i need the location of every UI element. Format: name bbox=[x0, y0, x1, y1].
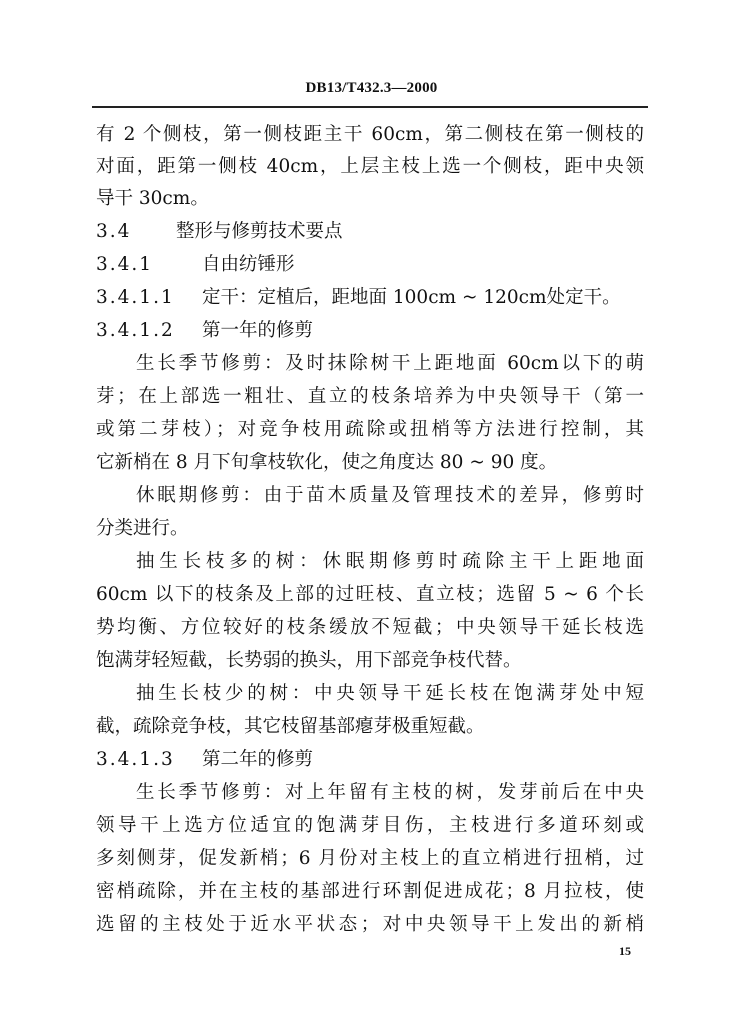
text-line: 休眠期修剪：由于苗木质量及管理技术的差异，修剪时 bbox=[136, 485, 644, 506]
text-line: 截，疏除竞争枝，其它枝留基部瘪芽极重短截。 bbox=[96, 716, 485, 737]
text-line: 多刻侧芽，促发新梢；6 月份对主枝上的直立梢进行扭梢，过 bbox=[96, 848, 644, 869]
section-number: 3.4 bbox=[96, 221, 132, 242]
text-line: 抽生长枝多的树：休眠期修剪时疏除主干上距地面 bbox=[136, 551, 644, 572]
text-line: 60cm 以下的枝条及上部的过旺枝、直立枝；选留 5 ~ 6 个长 bbox=[96, 584, 644, 605]
text-line: 饱满芽轻短截，长势弱的换头，用下部竞争枝代替。 bbox=[96, 650, 522, 671]
section-heading-3-4-1-1 bbox=[96, 283, 621, 313]
section-heading-3-4-1 bbox=[96, 250, 295, 280]
text-line: 生长季节修剪：及时抹除树干上距地面 60cm以下的萌 bbox=[136, 353, 644, 374]
text-line: 或第二芽枝）；对竞争枝用疏除或扭梢等方法进行控制，其 bbox=[96, 419, 644, 440]
text-line: 密梢疏除，并在主枝的基部进行环割促进成花；8 月拉枝，使 bbox=[96, 881, 644, 902]
section-heading-3-4-1-3 bbox=[96, 745, 313, 775]
section-title: 第一年的修剪 bbox=[202, 320, 314, 341]
section-number: 3.4.1.3 bbox=[96, 749, 175, 770]
section-number: 3.4.1.2 bbox=[96, 320, 175, 341]
text-line: 芽；在上部选一粗壮、直立的枝条培养为中央领导干（第一 bbox=[96, 386, 644, 407]
page-number: 15 bbox=[619, 944, 631, 958]
header-rule bbox=[92, 106, 648, 108]
text-line: 领导干上选方位适宜的饱满芽目伤，主枝进行多道环刻或 bbox=[96, 815, 644, 836]
text-line: 抽生长枝少的树：中央领导干延长枝在饱满芽处中短 bbox=[136, 683, 644, 704]
section-title: 第二年的修剪 bbox=[202, 749, 314, 770]
text-line: 分类进行。 bbox=[96, 518, 189, 539]
text-line: 有 2 个侧枝，第一侧枝距主干 60cm，第二侧枝在第一侧枝的 bbox=[96, 124, 644, 145]
text-line: 对面，距第一侧枝 40cm，上层主枝上选一个侧枝，距中央领 bbox=[96, 156, 644, 177]
text-line: 它新梢在 8 月下旬拿枝软化，使之角度达 80 ~ 90 度。 bbox=[96, 452, 558, 473]
text-line: 导干 30cm。 bbox=[96, 188, 209, 209]
section-heading-3-4 bbox=[96, 217, 343, 247]
section-title: 自由纺锤形 bbox=[202, 254, 295, 275]
section-number: 3.4.1 bbox=[96, 254, 154, 275]
section-number: 3.4.1.1 bbox=[96, 287, 175, 308]
page-header: DB13/T432.3—2000 bbox=[305, 80, 438, 96]
text-line: 势均衡、方位较好的枝条缓放不短截；中央领导干延长枝选 bbox=[96, 617, 644, 638]
section-title: 定干：定植后，距地面 100cm ~ 120cm处定干。 bbox=[202, 287, 621, 308]
text-line: 生长季节修剪：对上年留有主枝的树，发芽前后在中央 bbox=[136, 782, 644, 803]
section-heading-3-4-1-2 bbox=[96, 316, 313, 346]
section-title: 整形与修剪技术要点 bbox=[176, 221, 343, 242]
text-line: 选留的主枝处于近水平状态；对中央领导干上发出的新梢 bbox=[96, 914, 644, 935]
